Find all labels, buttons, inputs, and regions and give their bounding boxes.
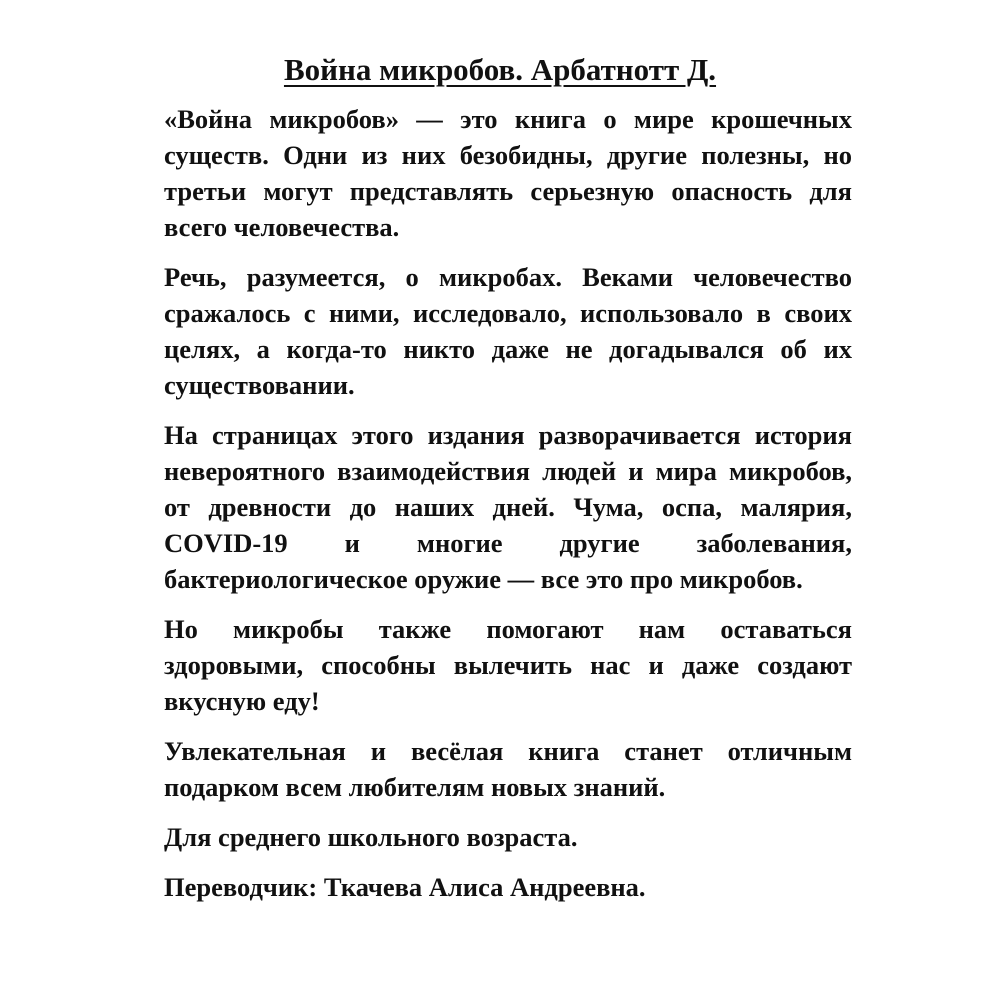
paragraph-age: Для среднего школьного возраста. [164, 822, 578, 852]
paragraph-history: Речь, разумеется, о микробах. Веками человечество сражалось с ними, исследовало, использовало в своих целях, а когда-то никто даже не догадывался об их существовании. [164, 262, 852, 400]
paragraph-benefits: Но микробы также помогают нам оставаться здоровыми, способны вылечить нас и даже создают вкусную еду! [164, 614, 852, 716]
paragraph-translator: Переводчик: Ткачева Алиса Андреевна. [164, 872, 646, 902]
paragraph-recommendation: Увлекательная и весёлая книга станет отличным подарком всем любителям новых знаний. [164, 736, 852, 802]
paragraph-content: На страницах этого издания разворачивается история невероятного взаимодействия людей и мира микробов, от древности до наших дней. Чума, оспа, малярия, COVID-19 и многие другие заболевания, бактериологическое оружие — все это про микробов. [164, 420, 852, 594]
paragraph-intro: «Война микробов» — это книга о мире крошечных существ. Одни из них безобидны, другие полезны, но третьи могут представлять серьезную опасность для всего человечества. [164, 104, 852, 242]
document-title: Война микробов. Арбатнотт Д. [283, 52, 717, 87]
document-body [164, 101, 852, 919]
